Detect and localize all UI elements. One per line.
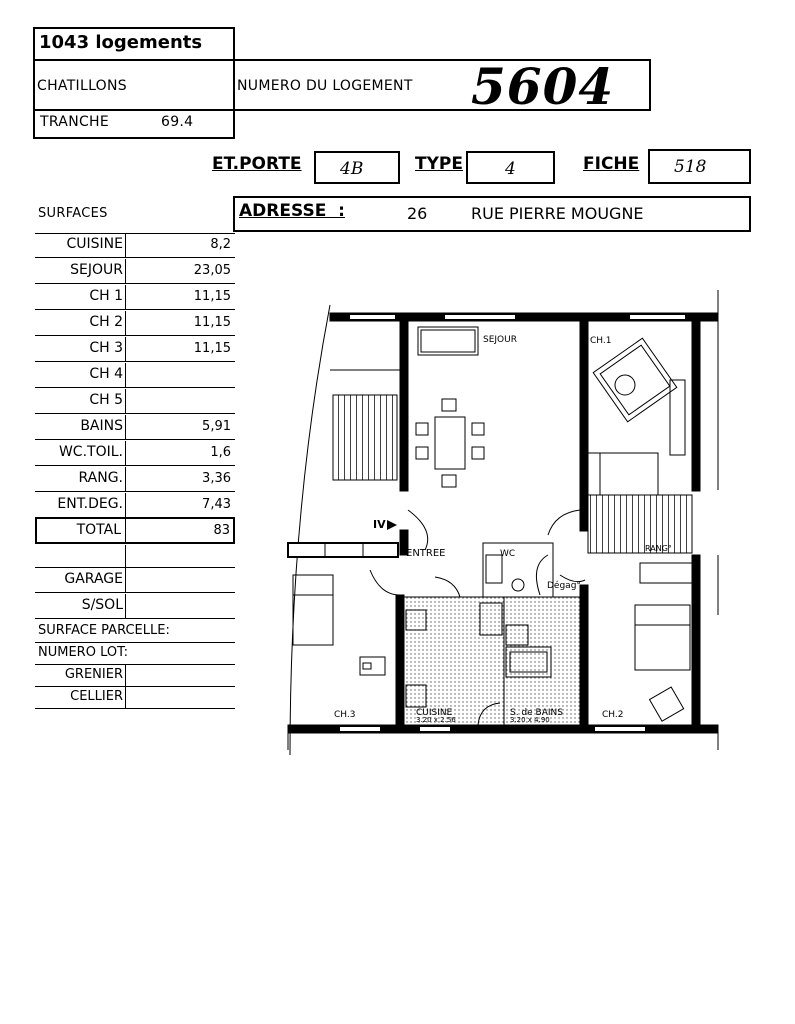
type-label: TYPE [415, 154, 463, 174]
tranche-box [33, 109, 235, 139]
total-separator [125, 519, 126, 542]
surfaces-title: SURFACES [38, 206, 108, 221]
fiche-box [648, 149, 751, 184]
plan-label-ch3: CH.3 [334, 710, 356, 720]
title-box [33, 27, 235, 61]
surface-row-ch5: CH 5 [35, 389, 235, 414]
surface-row-bains: BAINS 5,91 [35, 415, 235, 440]
row-garage: GARAGE [35, 568, 235, 593]
plan-label-bains: S. de BAINS [510, 708, 563, 718]
surface-row-sejour: SEJOUR 23,05 [35, 259, 235, 284]
surface-row-wc: WC.TOIL. 1,6 [35, 441, 235, 466]
plan-label-bains-dim: 3.20 x 4.90 [510, 716, 550, 724]
plan-label-cuisine-dim: 3.20 x 2.56 [416, 716, 456, 724]
surface-row-ch3: CH 3 11,15 [35, 337, 235, 362]
row-surface-parcelle: SURFACE PARCELLE: [35, 620, 235, 643]
tranche-label: TRANCHE [40, 114, 110, 130]
plan-label-cuisine: CUISINE [416, 708, 453, 718]
adresse-street: RUE PIERRE MOUGNE [471, 204, 644, 223]
title-text: 1043 logements [39, 32, 203, 53]
plan-label-ch1: CH.1 [590, 336, 612, 346]
numero-label: NUMERO DU LOGEMENT [237, 78, 413, 94]
plan-label-wc: WC [500, 549, 516, 559]
type-box [466, 151, 555, 184]
surface-row-cuisine: CUISINE 8,2 [35, 233, 235, 258]
surface-row-entdeg: ENT.DEG. 7,43 [35, 493, 235, 518]
total-label: TOTAL [76, 522, 121, 538]
row-grenier: GRENIER [35, 664, 235, 687]
city-text: CHATILLONS [37, 78, 127, 94]
surface-row-ch2: CH 2 11,15 [35, 311, 235, 336]
adresse-number: 26 [407, 204, 428, 223]
row-numero-lot: NUMERO LOT: [35, 642, 235, 665]
surface-row-ch1: CH 1 11,15 [35, 285, 235, 310]
total-value: 83 [213, 523, 230, 538]
adresse-box [233, 196, 751, 232]
fiche-label: FICHE [583, 154, 640, 174]
et-porte-box [314, 151, 400, 184]
surface-row-rang: RANG. 3,36 [35, 467, 235, 492]
plan-label-rang: RANG° [645, 544, 672, 553]
numero-box [233, 57, 651, 116]
plan-entry-mark: IV [373, 518, 386, 531]
row-ssol: S/SOL [35, 594, 235, 619]
gap-separator [125, 545, 126, 567]
et-porte-label: ET.PORTE [212, 154, 302, 174]
numero-value: 5604 [471, 57, 615, 116]
plan-label-ch2: CH.2 [602, 710, 624, 720]
surface-row-ch4: CH 4 [35, 363, 235, 388]
floor-plan [230, 285, 730, 755]
type-value: 4 [505, 159, 516, 179]
plan-label-entree: ENTREE [406, 548, 446, 559]
row-cellier: CELLIER [35, 686, 235, 709]
et-porte-value: 4B [340, 159, 364, 179]
total-box [35, 517, 235, 544]
tranche-value: 69.4 [161, 114, 194, 130]
adresse-label: ADRESSE : [239, 201, 345, 221]
plan-label-sejour: SEJOUR [483, 335, 517, 345]
fiche-value: 518 [674, 157, 707, 177]
plan-label-degag: Dégag° [547, 581, 581, 591]
